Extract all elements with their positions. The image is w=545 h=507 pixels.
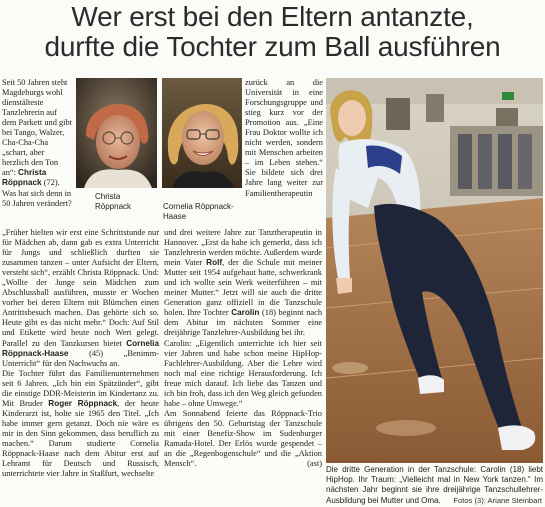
portrait-cornelia bbox=[162, 78, 242, 188]
col1-name-roger: Roger Röppnack bbox=[48, 398, 118, 408]
portrait-christa bbox=[76, 78, 157, 188]
col2-top-text: zurück an die Universität in eine Forschungsgruppe und stieg kurz vor der Promotion aus. „Eine Frau Doktor wollte ich nicht werden, sondern mit Menschen arbeiten – im Leben stehen.“ Sie bildete sich drei Jahre lang weiter zur Familientherapeutin bbox=[245, 78, 323, 198]
col1-paragraph-1: „Früher hielten wir erst eine Schrittstunde nur für Mädchen ab, dann gab es extra Unterricht für Jungs und schließlich durften sie zusammen tanzen – unter Aufsicht der Eltern, versteht sich“, erzählt Christa Röppnack. Und: „Wollte der Junge sein Mädchen zum Abschlussball ausführen, musste er Wochen vorher bei deren Eltern mit Blümchen einen Antrittsbesuch machen. Das gehörte sich so. Heute gibt es das nicht mehr.“ Doch: Auf Stil und Etikette wird heute noch Wert gelegt. Parallel zu den Tanzkursen bietet bbox=[2, 228, 159, 348]
intro-text: Seit 50 Jahren steht Magdeburgs wohl dienstälteste Tanzlehrerin auf dem Parkett und gibt bei Tango, Walzer, Cha-Cha-Cha „schart, aber herzlich den Ton an“: bbox=[2, 78, 73, 178]
headline-line-1: Wer erst bei den Eltern antanzte, bbox=[71, 1, 474, 32]
intro-column bbox=[2, 78, 72, 209]
col1-paragraph-2: Die Tochter führt das Familienunternehmen seit 6 Jahren. „Ich bin ein Spätzünder“, gibt die einstige DDR-Meisterin im Kindertanz zu. Mit Bruder bbox=[2, 368, 159, 408]
dancer-photo-caption: Die dritte Generation in der Tanzschule: Carolin (18) liebt HipHop. Ihr Traum: „Vielleicht mal in New York tanzen.“ Im nächsten Jahr beginnt sie ihre dreijährige Tanzschullehrer-Ausbildung bei Mutter und Oma. bbox=[326, 465, 543, 505]
column-1-body: „Früher hielten wir erst eine Schrittstunde nur für Mädchen ab, dann gab es extra Unterricht für Jungs und schließlich durften sie zusammen tanzen – unter Aufsicht der Eltern, versteht sich“, erzählt Christa Röppnack. Und: „Wollte der Junge sein Mädchen zum Abschlussball ausführen, musste er Wochen vorher bei deren Eltern mit Blümchen einen Antrittsbesuch machen. Das gehörte sich so. Heute gibt es das nicht mehr.“ Doch: Auf Stil und Etikette wird heute noch Wert gelegt. Parallel zu den Tanzkursen bietet Cornelia Röppnack-Haase (45) „Benimm-Unterricht“ für den Nachwuchs an. Die Tochter führt das Familienunternehmen seit 6 Jahren. „Ich bin ein Spätzünder“, gibt die einstige DDR-Meisterin im Kindertanz zu. Mit Bruder Roger Röppnack, der heute Kinderarzt ist, holte sie 1965 den Titel. „Ich habe immer gern getanzt. Doch nie wäre es mir in den Sinn gekommen, dass beruflich zu machen.“ Darum studierte Cornelia Röppnack-Haase nach dem Abitur erst auf Lehramt für Deutsch und Russisch, unterrichtete vier Jahre in Staßfurt, wechselte bbox=[2, 228, 160, 479]
col2-paragraph-1: und drei weitere Jahre zur Tanztherapeutin in Hannover. „Erst da habe ich gemerkt, dass ich Tanzlehrerin werden möchte. Außerdem wurde mein Vater bbox=[164, 228, 322, 268]
portrait-christa-image bbox=[76, 78, 157, 188]
photo-credit: Fotos (3): Ariane Steinbart bbox=[453, 496, 542, 505]
column-2-body: und drei weitere Jahre zur Tanztherapeutin in Hannover. „Erst da habe ich gemerkt, dass ich Tanzlehrerin werden möchte. Außerdem wurde mein Vater Rolf, der die Schule mit meiner Mutter seit 1954 aufgebaut hatte, schwerkrank und ich wollte sein Werk weiterführen – mit meiner Mutter.“ Jetzt will sie auch die dritte Generation ganz offiziell in die Tanzschule holen. Ihre Tochter Carolin (18) beginnt nach dem Abitur im nächsten Sommer eine dreijährige Tanzlehrer-Ausbildung bei ihr. Carolin: „Eigentlich unterrichte ich hier seit vier Jahren und habe schon meine HipHop-Fachlehrer-Ausbildung. Aber die Lehre wird noch mal eine richtige Herausforderung. Ich freue mich darauf. Ich liebe das Tanzen und ich bin froh, dass ich den Weg gleich gefunden habe – ohne Umwege.“ Am Sonnabend feierte das Röppnack-Trio übrigens den 50. Geburtstag der Tanzschule mit einer Benefiz-Show im Sudenburger Ramada-Hotel. Der Erlös wurde gespendet – an die „Regenbogenschule“ und die „Aktion Mensch“. (ast) bbox=[164, 228, 323, 469]
col2-paragraph-3: Am Sonnabend feierte das Röppnack-Trio übrigens den 50. Geburtstag der Tanzschule mit einer Benefiz-Show im Sudenburger Ramada-Hotel. Der Erlös wurde gespendet – an die „Regenbogenschule“ und die „Aktion Mensch“. bbox=[164, 408, 322, 469]
intro-name: Christa Röppnack bbox=[2, 168, 47, 188]
portrait-cornelia-image bbox=[162, 78, 242, 188]
col1-name-cornelia: Cornelia Röppnack-Haase bbox=[2, 338, 159, 358]
author-signature: (ast) bbox=[307, 459, 322, 469]
column-2-top bbox=[245, 78, 323, 199]
intro-question: Was hat sich denn in 50 Jahren verändert? bbox=[2, 188, 72, 208]
col2-paragraph-2: Carolin: „Eigentlich unterrichte ich hier seit vier Jahren und habe schon meine HipHop-Fachlehrer-Ausbildung. Aber die Lehre wird noch mal eine richtige Herausforderung. Ich freue mich darauf. Ich liebe das Tanzen und ich bin froh, dass ich den Weg gleich gefunden habe – ohne Umwege.“ bbox=[164, 338, 322, 408]
intro-age: (72). bbox=[43, 178, 60, 188]
dance-studio-photo bbox=[326, 78, 543, 463]
col2-name-rolf: Rolf bbox=[206, 258, 223, 268]
headline bbox=[0, 2, 545, 62]
headline-line-2: durfte die Tochter zum Ball ausführen bbox=[44, 31, 501, 62]
caption-cornelia: Cornelia Röppnack-Haase bbox=[163, 202, 234, 221]
dancer-carolin-image bbox=[326, 78, 543, 463]
caption-christa: Christa Röppnack bbox=[95, 192, 132, 211]
col2-name-carolin: Carolin bbox=[231, 308, 260, 318]
